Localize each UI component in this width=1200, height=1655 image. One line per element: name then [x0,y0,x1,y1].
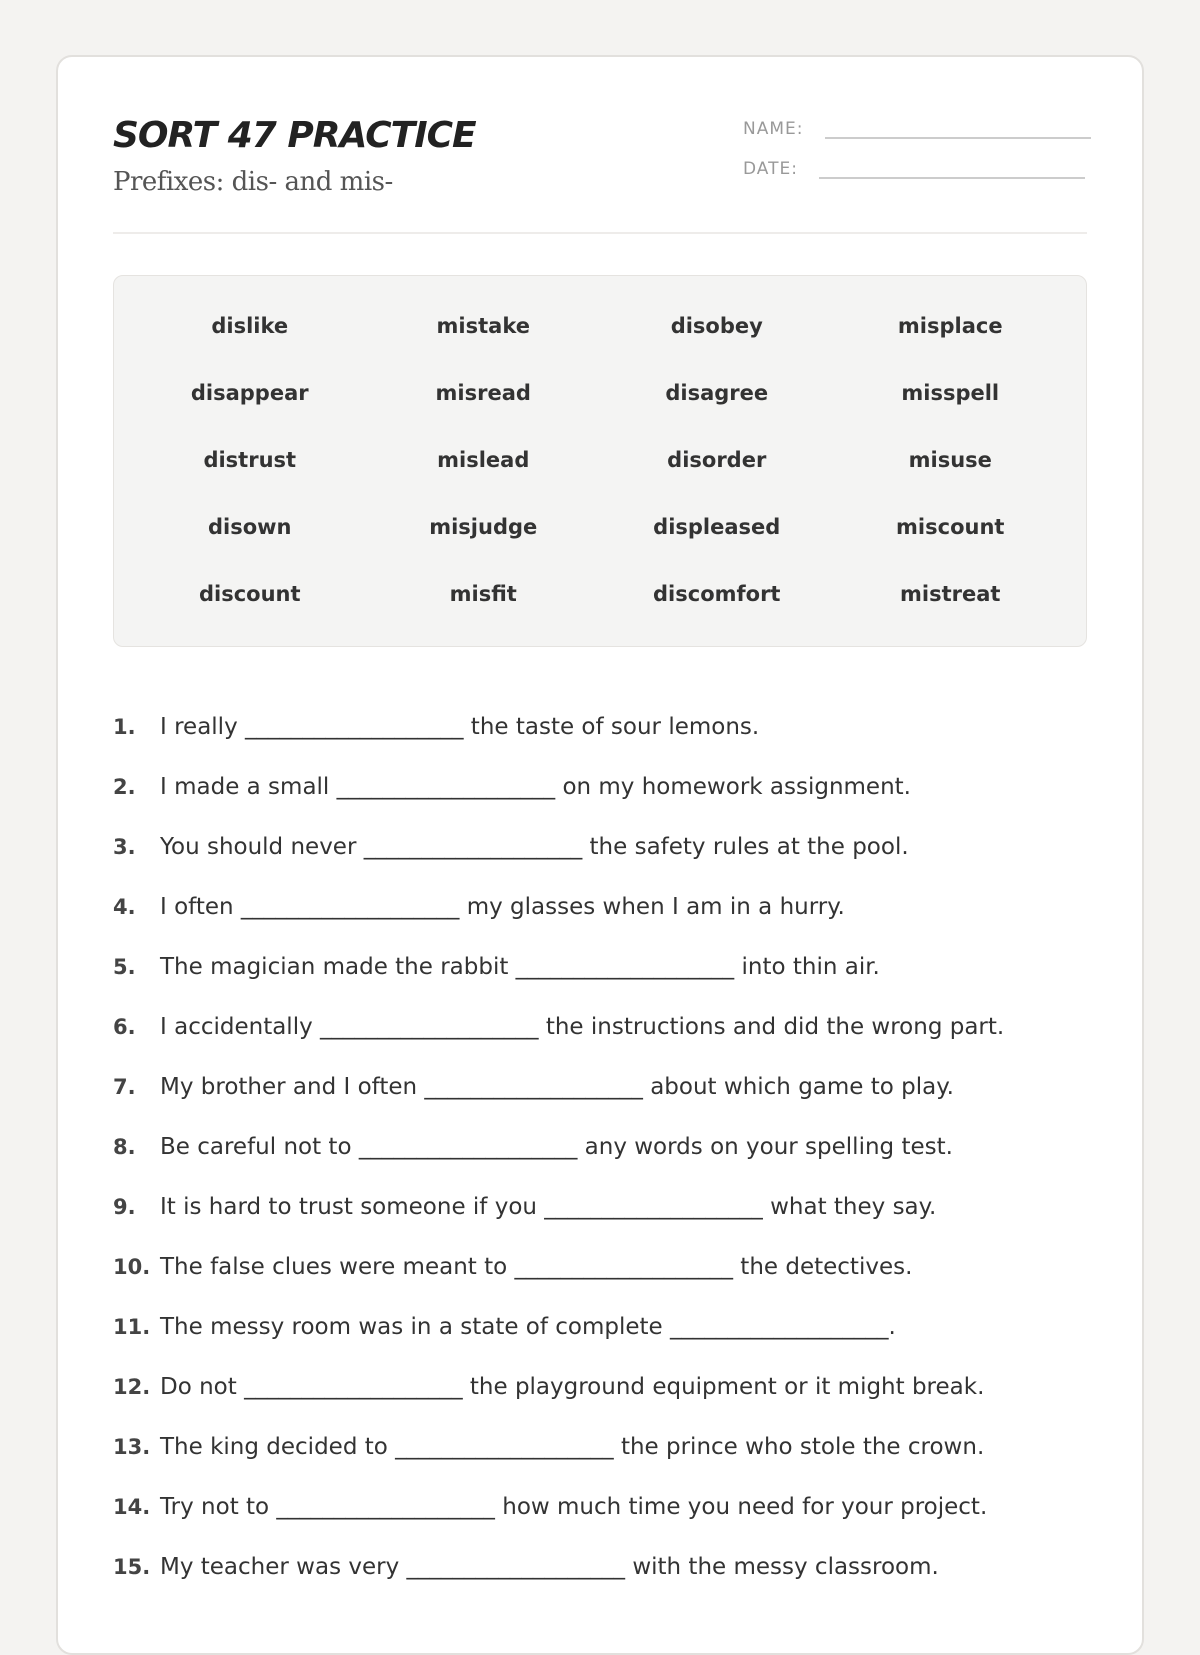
sentence-number: 12. [113,1375,151,1399]
sentence-number: 7. [113,1075,136,1099]
page-title: SORT 47 PRACTICE [113,115,476,156]
date-label: DATE: [743,159,798,179]
sentence-item [113,697,1122,757]
sentence-item [113,937,1122,997]
sentence-text: The false clues were meant to ___________________ the detectives. [160,1254,913,1280]
word-bank-item: misread [435,380,531,405]
sentence-text: I accidentally ___________________ the instructions and did the wrong part. [160,1014,1005,1040]
word-bank-item: mistake [436,313,530,338]
word-bank-item: disappear [190,380,309,405]
word-bank-item: distrust [203,447,297,472]
sentence-item [113,1177,1122,1237]
sentence-item [113,757,1122,817]
sentence-item [113,1357,1122,1417]
sentence-list [113,697,1122,1597]
word-bank-item: dislike [211,313,289,338]
sentence-text: The messy room was in a state of complete ___________________. [160,1314,896,1340]
sentence-number: 6. [113,1015,136,1039]
sentence-text: Be careful not to ___________________ any words on your spelling test. [160,1134,953,1160]
sentence-number: 11. [113,1315,151,1339]
sentence-text: The magician made the rabbit ___________________ into thin air. [160,954,880,980]
sentence-number: 9. [113,1195,136,1219]
word-bank-item: discomfort [653,581,781,606]
sentence-item [113,1057,1122,1117]
word-bank-item: displeased [653,514,781,539]
worksheet-card [56,55,1144,1655]
sentence-number: 1. [113,715,136,739]
word-bank-item: disobey [670,313,763,338]
sentence-item [113,817,1122,877]
word-bank [113,275,1087,647]
sentence-text: Try not to ___________________ how much time you need for your project. [160,1494,988,1520]
sentence-number: 8. [113,1135,136,1159]
sentence-number: 4. [113,895,136,919]
sentence-item [113,1537,1122,1597]
sentence-text: My teacher was very ___________________ with the messy classroom. [160,1554,939,1580]
sentence-text: I made a small ___________________ on my homework assignment. [160,774,911,800]
word-bank-item: discount [198,581,301,606]
header-divider [113,232,1087,234]
name-label: NAME: [743,119,804,139]
sentence-item [113,1477,1122,1537]
date-field[interactable] [743,157,1085,179]
word-bank-item: misuse [908,447,992,472]
word-bank-item: disown [207,514,292,539]
sentence-number: 15. [113,1555,151,1579]
sentence-text: You should never ___________________ the safety rules at the pool. [160,834,909,860]
sentence-text: Do not ___________________ the playground equipment or it might break. [160,1374,985,1400]
word-bank-item: disorder [667,447,767,472]
sentence-item [113,1117,1122,1177]
sentence-text: I often ___________________ my glasses when I am in a hurry. [160,894,845,920]
sentence-number: 10. [113,1255,151,1279]
sentence-item [113,1297,1122,1357]
sentence-text: I really ___________________ the taste of sour lemons. [160,714,760,740]
date-line[interactable] [819,157,1085,179]
sentence-item [113,1237,1122,1297]
page-subtitle: Prefixes: dis- and mis- [113,167,393,197]
sentence-number: 13. [113,1435,151,1459]
sentence-text: It is hard to trust someone if you ___________________ what they say. [160,1194,937,1220]
sentence-item [113,877,1122,937]
word-bank-item: miscount [896,514,1005,539]
sentence-number: 2. [113,775,136,799]
word-bank-item: mistreat [900,581,1001,606]
word-bank-item: mislead [437,447,530,472]
word-bank-item: misplace [897,313,1003,338]
word-bank-item: disagree [665,380,769,405]
name-line[interactable] [825,117,1091,139]
sentence-number: 14. [113,1495,151,1519]
sentence-number: 5. [113,955,136,979]
sentence-text: My brother and I often ___________________ about which game to play. [160,1074,954,1100]
sentence-item [113,997,1122,1057]
sentence-text: The king decided to ___________________ the prince who stole the crown. [160,1434,985,1460]
sentence-item [113,1417,1122,1477]
word-bank-item: misfit [449,581,517,606]
sentence-number: 3. [113,835,136,859]
word-bank-item: misspell [901,380,1000,405]
name-field[interactable] [743,117,1091,139]
word-bank-item: misjudge [429,514,538,539]
